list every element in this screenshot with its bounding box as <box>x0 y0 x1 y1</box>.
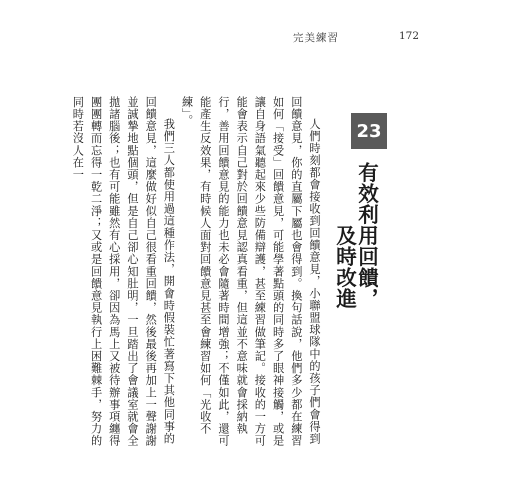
running-header-title: 完美練習 <box>293 32 339 44</box>
chapter-number: 23 <box>356 120 382 142</box>
chapter-title-line-2: 及時改進 <box>332 225 357 309</box>
page-number: 172 <box>399 30 420 42</box>
paragraph-1: 人們時刻都會接收到回饋意見，小聯盟球隊中的孩子們會得到回饋意見，你的直屬下屬也會得到。換句話說，他們多少都在練習如何「接受」回饋意見，可能學著點頭的同時多了眼神接觸，或是讓自身語氣聽起來少些防備辯護，甚至練習做筆記。接收的一方可能會表示自己對於回饋意見認真看重，但這並不意味就會採納執行，善用回饋意見的能力也未必會隨著時間增強；不僅如此，還可能產生反效果，有時候人面對回饋意見甚至會練習如何「光收不練」。 <box>180 96 321 447</box>
body-text <box>68 96 323 448</box>
chapter-number-badge <box>351 113 387 149</box>
chapter-title-line-1: 有效利用回饋， <box>354 162 379 309</box>
paragraph-2: 我們三人都使用過這種作法，開會時假裝忙著寫下其他同事的回饋意見，這麼做好似自己很看重回饋，然後最後再加上一聲謝謝並誠摯地點個頭，但是自己卻心知肚明，一旦踏出了會議室就會全拋諸腦後；也有可能雖然有心採用，卻因為馬上又被待辦事項纏得團團轉而忘得一乾二淨；又或是回饋意見執行上困難棘手，努力的同時若沒人在一 <box>71 96 176 447</box>
